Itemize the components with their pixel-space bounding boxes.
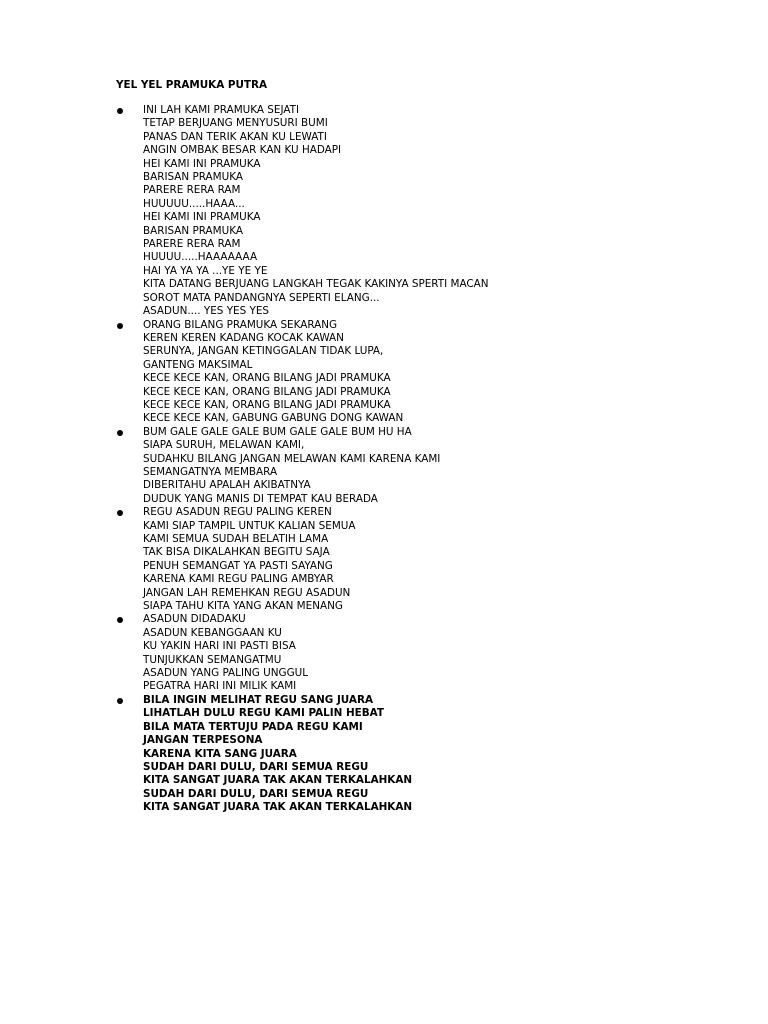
stanza bbox=[0, 426, 768, 506]
stanza-line: KITA DATANG BERJUANG LANGKAH TEGAK KAKINYA SPERTI MACAN bbox=[143, 278, 489, 291]
stanza-line: ASADUN KEBANGGAAN KU bbox=[143, 626, 282, 639]
stanza-line: SUDAHKU BILANG JANGAN MELAWAN KAMI KARENA KAMI bbox=[143, 452, 441, 465]
stanza-line: KEREN KEREN KADANG KOCAK KAWAN bbox=[143, 331, 344, 344]
stanza-line: HAI YA YA YA ...YE YE YE bbox=[143, 264, 268, 277]
stanza-line: TUNJUKKAN SEMANGATMU bbox=[143, 653, 282, 666]
stanza-line: BARISAN PRAMUKA bbox=[143, 171, 243, 184]
stanza-line: SERUNYA, JANGAN KETINGGALAN TIDAK LUPA, bbox=[143, 345, 384, 358]
stanza-line: KECE KECE KAN, ORANG BILANG JADI PRAMUKA bbox=[143, 398, 391, 411]
stanza-line: KARENA KAMI REGU PALING AMBYAR bbox=[143, 573, 334, 586]
stanza-line: DIBERITAHU APALAH AKIBATNYA bbox=[143, 479, 311, 492]
stanza-line: ASADUN YANG PALING UNGGUL bbox=[143, 667, 309, 680]
stanza-line: KECE KECE KAN, GABUNG GABUNG DONG KAWAN bbox=[143, 412, 404, 425]
stanza-line: LIHATLAH DULU REGU KAMI PALIN HEBAT bbox=[143, 707, 384, 720]
stanza-line: KAMI SIAP TAMPIL UNTUK KALIAN SEMUA bbox=[143, 519, 356, 532]
stanza-line: BARISAN PRAMUKA bbox=[143, 224, 243, 237]
stanza-line: JANGAN TERPESONA bbox=[143, 734, 263, 747]
stanza-line: ASADUN DIDADAKU bbox=[143, 613, 246, 626]
bullet-icon bbox=[117, 108, 123, 114]
bullet-icon bbox=[117, 323, 123, 329]
stanza-line: PANAS DAN TERIK AKAN KU LEWATI bbox=[143, 130, 327, 143]
stanza-line: HUUUUU.....HAAA... bbox=[143, 197, 245, 210]
stanza-line: SEMANGATNYA MEMBARA bbox=[143, 465, 278, 478]
stanza-line: KITA SANGAT JUARA TAK AKAN TERKALAHKAN bbox=[143, 801, 413, 814]
stanza-line: PARERE RERA RAM bbox=[143, 238, 241, 251]
stanza-line: REGU ASADUN REGU PALING KEREN bbox=[143, 506, 332, 519]
stanza bbox=[0, 104, 768, 319]
stanza-line: TETAP BERJUANG MENYUSURI BUMI bbox=[143, 117, 328, 130]
stanza bbox=[0, 506, 768, 613]
stanza-line: DUDUK YANG MANIS DI TEMPAT KAU BERADA bbox=[143, 492, 378, 505]
stanza-line: HEI KAMI INI PRAMUKA bbox=[143, 211, 261, 224]
stanza-line: BILA MATA TERTUJU PADA REGU KAMI bbox=[143, 720, 363, 733]
stanza-line: KAMI SEMUA SUDAH BELATIH LAMA bbox=[143, 533, 329, 545]
stanza-line: PENUH SEMANGAT YA PASTI SAYANG bbox=[143, 559, 333, 572]
stanza bbox=[0, 694, 768, 815]
document-title: YEL YEL PRAMUKA PUTRA bbox=[116, 79, 268, 91]
stanza-line: KECE KECE KAN, ORANG BILANG JADI PRAMUKA bbox=[143, 385, 391, 398]
stanza-line: HUUUU.....HAAAAAAA bbox=[143, 251, 258, 264]
stanza-line: ASADUN.... YES YES YES bbox=[143, 305, 270, 318]
stanza-line: ORANG BILANG PRAMUKA SEKARANG bbox=[143, 318, 338, 331]
bullet-icon bbox=[117, 430, 123, 436]
stanza-line: ANGIN OMBAK BESAR KAN KU HADAPI bbox=[143, 144, 342, 157]
stanza-line: PARERE RERA RAM bbox=[143, 184, 241, 197]
stanza-line: SUDAH DARI DULU, DARI SEMUA REGU bbox=[143, 787, 369, 800]
stanza-line: KU YAKIN HARI INI PASTI BISA bbox=[143, 640, 296, 653]
stanza-line: PEGATRA HARI INI MILIK KAMI bbox=[143, 680, 297, 693]
stanza-list bbox=[0, 104, 768, 815]
stanza-line: BILA INGIN MELIHAT REGU SANG JUARA bbox=[143, 693, 374, 706]
stanza-line: GANTENG MAKSIMAL bbox=[143, 358, 253, 371]
stanza-line: KARENA KITA SANG JUARA bbox=[143, 747, 297, 760]
stanza-line: BUM GALE GALE GALE BUM GALE GALE BUM HU HA bbox=[143, 425, 412, 438]
stanza-line: SUDAH DARI DULU, DARI SEMUA REGU bbox=[143, 760, 369, 773]
stanza-line: SOROT MATA PANDANGNYA SEPERTI ELANG... bbox=[143, 291, 380, 304]
stanza-line: KITA SANGAT JUARA TAK AKAN TERKALAHKAN bbox=[143, 774, 413, 787]
stanza-line: HEI KAMI INI PRAMUKA bbox=[143, 157, 261, 170]
stanza-line: KECE KECE KAN, ORANG BILANG JADI PRAMUKA bbox=[143, 372, 391, 385]
stanza-line: JANGAN LAH REMEHKAN REGU ASADUN bbox=[143, 586, 351, 599]
stanza-line: SIAPA TAHU KITA YANG AKAN MENANG bbox=[143, 600, 343, 613]
stanza-line: SIAPA SURUH, MELAWAN KAMI, bbox=[143, 439, 305, 452]
stanza-line: TAK BISA DIKALAHKAN BEGITU SAJA bbox=[143, 546, 330, 559]
bullet-icon bbox=[117, 698, 123, 704]
stanza-line: INI LAH KAMI PRAMUKA SEJATI bbox=[143, 104, 300, 116]
stanza bbox=[0, 613, 768, 693]
stanza bbox=[0, 319, 768, 426]
